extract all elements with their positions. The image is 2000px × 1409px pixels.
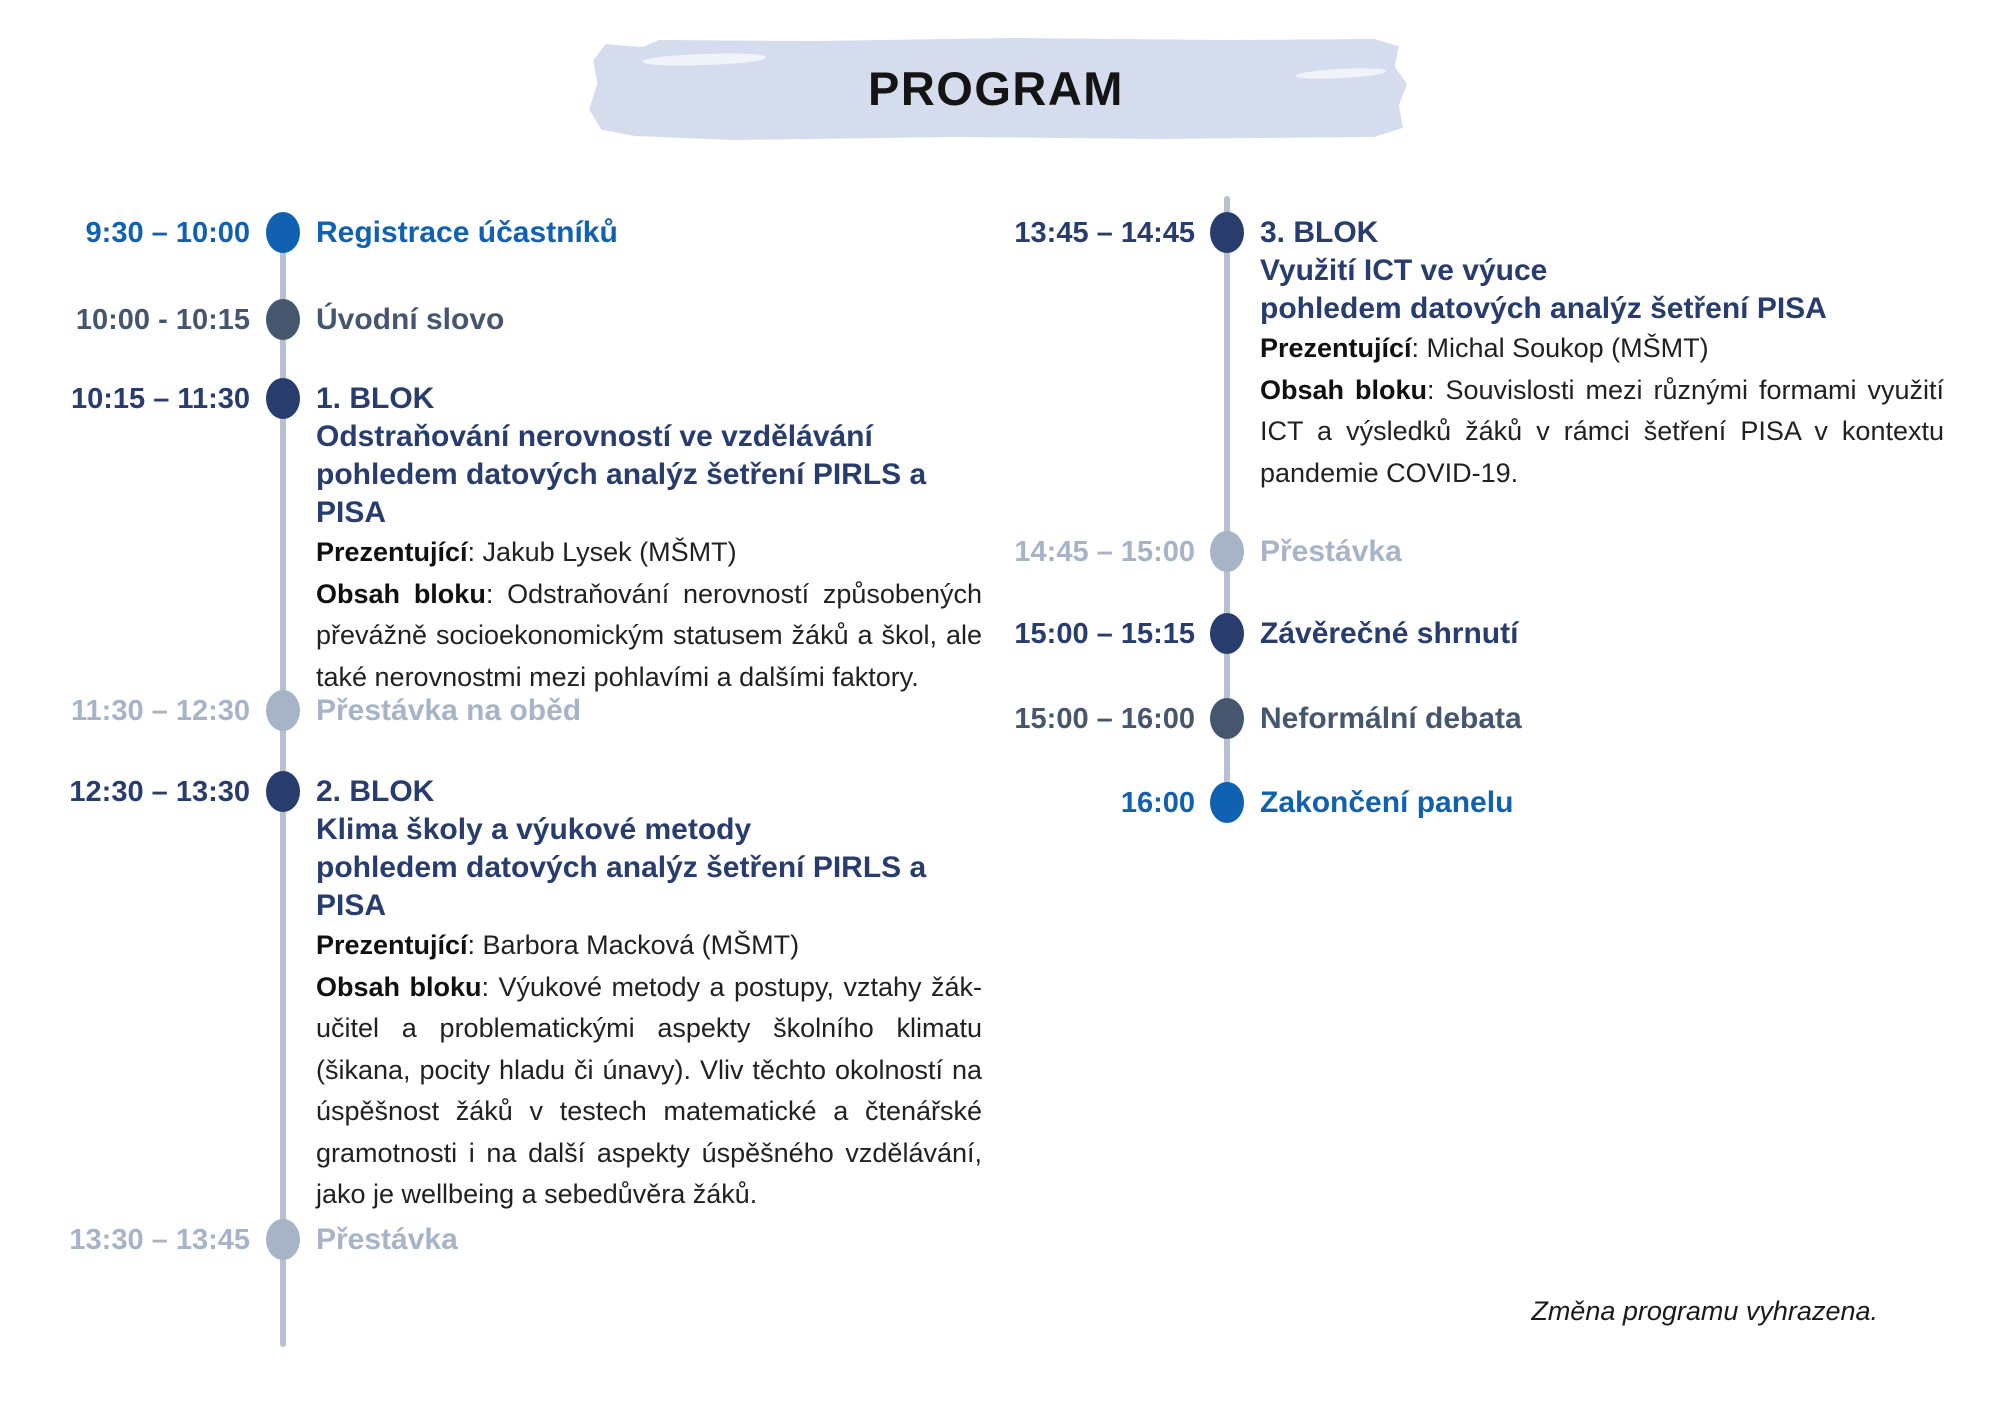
event-time: 13:45 – 14:45 (1014, 217, 1195, 249)
event-label: Přestávka na oběd (316, 694, 582, 727)
event-time: 14:45 – 15:00 (1014, 536, 1195, 568)
block-subtitle-line: Klima školy a výukové metody (316, 813, 752, 846)
event-label: Registrace účastníků (316, 216, 618, 249)
presenter-text: : Barbora Macková (MŠMT) (467, 930, 800, 960)
event-label: Přestávka (316, 1223, 458, 1256)
event-time: 10:00 - 10:15 (75, 304, 250, 336)
block-heading: 1. BLOK (316, 382, 435, 415)
description-label: Obsah bloku (1260, 374, 1427, 405)
description-text: : Výukové metody a postupy, vztahy žák-učitel a problematickými aspekty školního klimatu (šikana, pocity hladu či únavy). Vliv těchto okolností na úspěšnost žáků v testech matematické a čtenářské gramotnosti i na další aspekty úspěšného vzdělávání, jako je wellbeing a sebedůvěra žáků. (316, 971, 982, 1209)
timeline-event-zakonceni-panelu (0, 784, 2000, 822)
description-text: : Odstraňování nerovností způsobených převážně socioekonomickým statusem žáků a škol, ale také nerovnostmi mezi pohlavími a dalšími faktory. (316, 578, 982, 692)
timeline-event-neformalni-debata (0, 700, 2000, 738)
block-subtitle-line: pohledem datových analýz šetření PISA (1260, 292, 1827, 325)
event-label: Přestávka (1260, 535, 1402, 568)
block-heading: 3. BLOK (1260, 216, 1379, 249)
block-subtitle-line: Využití ICT ve výuce (1260, 254, 1548, 287)
event-time: 11:30 – 12:30 (71, 695, 250, 727)
event-time: 16:00 (1120, 787, 1195, 819)
page-title: PROGRAM (868, 62, 1124, 115)
title-banner (585, 38, 1407, 140)
event-time: 9:30 – 10:00 (85, 217, 250, 249)
block-description (1260, 370, 1944, 495)
block-subtitle-line: pohledem datových analýz šetření PIRLS a PISA (316, 851, 927, 922)
event-time: 15:00 – 16:00 (1014, 703, 1195, 735)
footer-note: Změna programu vyhrazena. (1531, 1296, 1878, 1326)
presenter-text: : Jakub Lysek (MŠMT) (467, 537, 737, 567)
timeline-dot (1210, 782, 1244, 823)
event-time: 15:00 – 15:15 (1014, 618, 1195, 650)
timeline-event-zaverecne-shrnuti (0, 615, 2000, 653)
presenter-line (1260, 328, 1944, 370)
presenter-line (316, 925, 982, 967)
timeline-event-prestavka-odpoledne (0, 1221, 2000, 1259)
timeline-dot (1210, 212, 1244, 253)
event-label: Závěrečné shrnutí (1260, 617, 1519, 650)
timeline-dot (266, 1219, 300, 1260)
presenter-label: Prezentující (1260, 333, 1412, 363)
event-label: Neformální debata (1260, 702, 1522, 735)
event-time: 10:15 – 11:30 (71, 383, 250, 415)
description-label: Obsah bloku (316, 971, 482, 1002)
presenter-label: Prezentující (316, 537, 468, 567)
block-subtitle-line: pohledem datových analýz šetření PIRLS a PISA (316, 458, 927, 529)
presenter-label: Prezentující (316, 930, 468, 960)
block-heading: 2. BLOK (316, 775, 435, 808)
timeline-event-prestavka (0, 533, 2000, 571)
event-label: Zakončení panelu (1260, 786, 1514, 819)
description-text: : Souvislosti mezi různými formami využití ICT a výsledků žáků v rámci šetření PISA v kontextu pandemie COVID-19. (1260, 374, 1944, 488)
event-time: 12:30 – 13:30 (69, 776, 250, 808)
timeline-event-blok-3 (0, 214, 2000, 494)
timeline-dot (1210, 613, 1244, 654)
block-subtitle-line: Odstraňování nerovností ve vzdělávání (316, 420, 873, 453)
event-time: 13:30 – 13:45 (69, 1224, 250, 1256)
description-label: Obsah bloku (316, 578, 486, 609)
timeline-dot (1210, 698, 1244, 739)
event-label: Úvodní slovo (316, 303, 505, 336)
timeline-event-blok-2 (0, 773, 2000, 1216)
presenter-text: : Michal Soukop (MŠMT) (1411, 333, 1709, 363)
timeline-dot (1210, 531, 1244, 572)
block-description (316, 967, 982, 1216)
